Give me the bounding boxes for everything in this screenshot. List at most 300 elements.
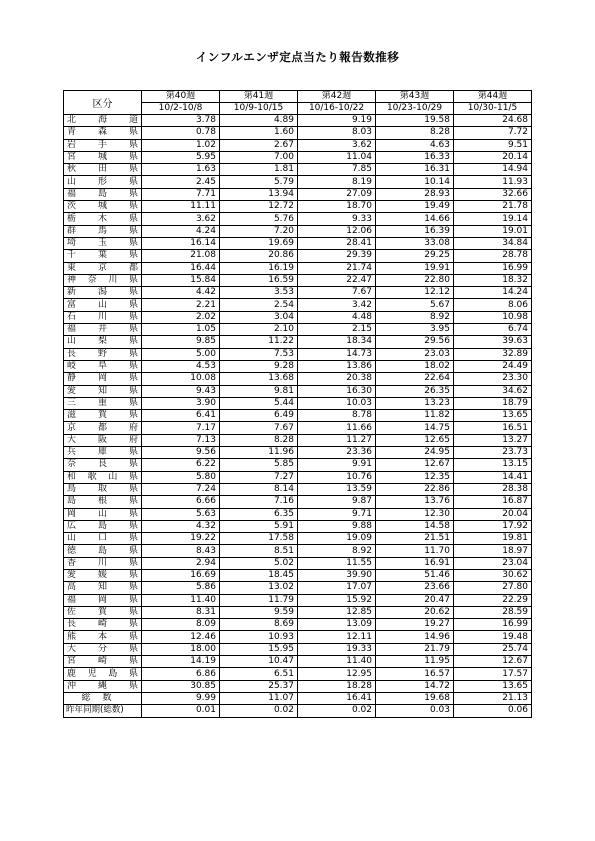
table-body	[64, 115, 532, 718]
table-cell: 2.94	[142, 557, 220, 569]
table-cell: 28.38	[454, 483, 532, 495]
table-row	[64, 508, 532, 520]
table-cell: 28.41	[298, 237, 376, 249]
table-cell: 6.35	[220, 508, 298, 520]
table-cell: 9.59	[220, 606, 298, 618]
table-cell: 14.19	[142, 656, 220, 668]
row-label: 栃木県	[64, 213, 142, 225]
prev-year-row	[64, 705, 532, 717]
table-cell: 19.48	[454, 631, 532, 643]
table-cell: 39.90	[298, 569, 376, 581]
table-cell: 12.65	[376, 434, 454, 446]
table-cell: 10.08	[142, 373, 220, 385]
row-label: 北海道	[64, 115, 142, 127]
table-row	[64, 643, 532, 655]
table-cell: 6.66	[142, 496, 220, 508]
table-cell: 0.02	[298, 705, 376, 717]
table-cell: 32.89	[454, 348, 532, 360]
table-cell: 20.86	[220, 250, 298, 262]
table-cell: 34.84	[454, 237, 532, 249]
row-label: 奈良県	[64, 459, 142, 471]
table-cell: 7.24	[142, 483, 220, 495]
table-cell: 19.49	[376, 201, 454, 213]
table-cell: 18.28	[298, 680, 376, 692]
table-cell: 4.24	[142, 225, 220, 237]
table-cell: 14.96	[376, 631, 454, 643]
table-cell: 2.45	[142, 176, 220, 188]
table-cell: 9.43	[142, 385, 220, 397]
row-label: 石川県	[64, 311, 142, 323]
table-cell: 6.86	[142, 668, 220, 680]
table-cell: 12.35	[376, 471, 454, 483]
table-cell: 5.02	[220, 557, 298, 569]
table-cell: 11.96	[220, 447, 298, 459]
table-cell: 14.58	[376, 520, 454, 532]
table-cell: 1.63	[142, 164, 220, 176]
table-cell: 16.31	[376, 164, 454, 176]
table-cell: 3.62	[142, 213, 220, 225]
table-cell: 11.22	[220, 336, 298, 348]
table-row	[64, 557, 532, 569]
table-cell: 4.63	[376, 139, 454, 151]
row-label: 岡山県	[64, 508, 142, 520]
table-cell: 13.65	[454, 680, 532, 692]
table-cell: 11.82	[376, 410, 454, 422]
table-cell: 8.09	[142, 619, 220, 631]
table-cell: 23.66	[376, 582, 454, 594]
table-cell: 11.93	[454, 176, 532, 188]
table-cell: 18.70	[298, 201, 376, 213]
table-cell: 19.91	[376, 262, 454, 274]
table-cell: 51.46	[376, 569, 454, 581]
row-label: 神奈川県	[64, 274, 142, 286]
table-row	[64, 680, 532, 692]
table-cell: 20.38	[298, 373, 376, 385]
table-cell: 34.62	[454, 385, 532, 397]
table-cell: 28.93	[376, 188, 454, 200]
table-cell: 1.02	[142, 139, 220, 151]
row-label: 和歌山県	[64, 471, 142, 483]
table-cell: 11.66	[298, 422, 376, 434]
table-cell: 8.51	[220, 545, 298, 557]
table-row	[64, 496, 532, 508]
table-cell: 16.41	[298, 692, 376, 704]
table-cell: 21.79	[376, 643, 454, 655]
table-cell: 5.67	[376, 299, 454, 311]
table-cell: 12.06	[298, 225, 376, 237]
row-label: 三重県	[64, 397, 142, 409]
table-cell: 13.76	[376, 496, 454, 508]
row-label: 群馬県	[64, 225, 142, 237]
table-cell: 21.13	[454, 692, 532, 704]
row-label: 京都府	[64, 422, 142, 434]
table-cell: 7.20	[220, 225, 298, 237]
table-row	[64, 447, 532, 459]
table-cell: 9.91	[298, 459, 376, 471]
table-cell: 7.85	[298, 164, 376, 176]
table-cell: 18.02	[376, 360, 454, 372]
table-cell: 7.67	[298, 287, 376, 299]
row-label: 昨年同期(総数)	[64, 705, 142, 717]
table-cell: 6.22	[142, 459, 220, 471]
table-row	[64, 360, 532, 372]
table-cell: 12.67	[376, 459, 454, 471]
table-cell: 6.51	[220, 668, 298, 680]
table-row	[64, 422, 532, 434]
table-cell: 1.81	[220, 164, 298, 176]
table-cell: 8.28	[220, 434, 298, 446]
row-label: 愛媛県	[64, 569, 142, 581]
table-cell: 11.11	[142, 201, 220, 213]
table-row	[64, 582, 532, 594]
table-cell: 5.91	[220, 520, 298, 532]
table-cell: 5.00	[142, 348, 220, 360]
table-cell: 19.27	[376, 619, 454, 631]
table-cell: 16.57	[376, 668, 454, 680]
table-cell: 6.74	[454, 324, 532, 336]
table-cell: 16.39	[376, 225, 454, 237]
table-cell: 23.30	[454, 373, 532, 385]
row-label: 徳島県	[64, 545, 142, 557]
table-cell: 7.71	[142, 188, 220, 200]
table-row	[64, 533, 532, 545]
table-cell: 4.53	[142, 360, 220, 372]
row-label: 千葉県	[64, 250, 142, 262]
row-label: 福島県	[64, 188, 142, 200]
week-range: 10/30-11/5	[467, 103, 518, 113]
table-row	[64, 201, 532, 213]
table-row	[64, 594, 532, 606]
row-label: 広島県	[64, 520, 142, 532]
row-label: 茨城県	[64, 201, 142, 213]
table-row	[64, 127, 532, 139]
row-label: 福井県	[64, 324, 142, 336]
row-label: 秋田県	[64, 164, 142, 176]
row-label: 大阪府	[64, 434, 142, 446]
table-cell: 10.47	[220, 656, 298, 668]
table-cell: 8.28	[376, 127, 454, 139]
row-label: 新潟県	[64, 287, 142, 299]
table-cell: 11.40	[142, 594, 220, 606]
row-label: 山形県	[64, 176, 142, 188]
table-cell: 27.80	[454, 582, 532, 594]
row-label: 島根県	[64, 496, 142, 508]
row-label: 滋賀県	[64, 410, 142, 422]
table-cell: 8.78	[298, 410, 376, 422]
table-row	[64, 262, 532, 274]
table-cell: 0.01	[142, 705, 220, 717]
table-cell: 20.62	[376, 606, 454, 618]
row-label: 香川県	[64, 557, 142, 569]
table-row	[64, 287, 532, 299]
table-cell: 11.55	[298, 557, 376, 569]
row-label: 福岡県	[64, 594, 142, 606]
table-cell: 18.00	[142, 643, 220, 655]
table-cell: 15.92	[298, 594, 376, 606]
week-header	[142, 91, 220, 115]
table-cell: 12.30	[376, 508, 454, 520]
table-cell: 11.04	[298, 151, 376, 163]
table-cell: 9.87	[298, 496, 376, 508]
table-cell: 23.73	[454, 447, 532, 459]
table-cell: 24.68	[454, 115, 532, 127]
table-cell: 22.29	[454, 594, 532, 606]
table-cell: 17.07	[298, 582, 376, 594]
table-cell: 9.71	[298, 508, 376, 520]
table-row	[64, 668, 532, 680]
table-cell: 14.94	[454, 164, 532, 176]
table-cell: 13.02	[220, 582, 298, 594]
table-cell: 15.84	[142, 274, 220, 286]
table-cell: 12.12	[376, 287, 454, 299]
table-cell: 10.93	[220, 631, 298, 643]
table-cell: 17.92	[454, 520, 532, 532]
table-cell: 23.03	[376, 348, 454, 360]
table-cell: 13.86	[298, 360, 376, 372]
table-cell: 22.86	[376, 483, 454, 495]
table-cell: 16.99	[454, 262, 532, 274]
table-row	[64, 520, 532, 532]
table-cell: 0.03	[376, 705, 454, 717]
table-cell: 18.97	[454, 545, 532, 557]
table-cell: 13.15	[454, 459, 532, 471]
table-cell: 2.54	[220, 299, 298, 311]
table-cell: 3.90	[142, 397, 220, 409]
total-row	[64, 692, 532, 704]
table-cell: 18.32	[454, 274, 532, 286]
table-cell: 7.67	[220, 422, 298, 434]
table-row	[64, 348, 532, 360]
table-cell: 7.00	[220, 151, 298, 163]
table-cell: 9.56	[142, 447, 220, 459]
table-cell: 11.70	[376, 545, 454, 557]
table-cell: 21.51	[376, 533, 454, 545]
table-cell: 8.43	[142, 545, 220, 557]
table-cell: 24.49	[454, 360, 532, 372]
table-cell: 13.94	[220, 188, 298, 200]
table-cell: 13.27	[454, 434, 532, 446]
table-row	[64, 225, 532, 237]
table-cell: 26.35	[376, 385, 454, 397]
table-cell: 19.33	[298, 643, 376, 655]
table-cell: 14.73	[298, 348, 376, 360]
table-cell: 16.14	[142, 237, 220, 249]
row-label: 大分県	[64, 643, 142, 655]
table-row	[64, 188, 532, 200]
row-label: 長野県	[64, 348, 142, 360]
row-label: 東京都	[64, 262, 142, 274]
table-cell: 28.78	[454, 250, 532, 262]
table-cell: 19.69	[220, 237, 298, 249]
table-cell: 33.08	[376, 237, 454, 249]
table-cell: 3.04	[220, 311, 298, 323]
row-label: 宮崎県	[64, 656, 142, 668]
table-cell: 32.66	[454, 188, 532, 200]
table-cell: 4.48	[298, 311, 376, 323]
table-cell: 10.14	[376, 176, 454, 188]
week-label: 第44週	[454, 91, 531, 103]
table-cell: 7.17	[142, 422, 220, 434]
table-cell: 29.39	[298, 250, 376, 262]
week-header	[298, 91, 376, 115]
table-cell: 21.78	[454, 201, 532, 213]
table-cell: 23.36	[298, 447, 376, 459]
table-cell: 19.09	[298, 533, 376, 545]
week-label: 第42週	[298, 91, 375, 103]
table-cell: 8.69	[220, 619, 298, 631]
table-cell: 16.51	[454, 422, 532, 434]
table-cell: 16.87	[454, 496, 532, 508]
table-cell: 19.68	[376, 692, 454, 704]
table-row	[64, 250, 532, 262]
table-row	[64, 151, 532, 163]
table-cell: 7.27	[220, 471, 298, 483]
week-header	[376, 91, 454, 115]
table-cell: 20.14	[454, 151, 532, 163]
table-cell: 0.02	[220, 705, 298, 717]
table-cell: 11.27	[298, 434, 376, 446]
table-cell: 29.56	[376, 336, 454, 348]
row-label: 長崎県	[64, 619, 142, 631]
table-cell: 19.01	[454, 225, 532, 237]
table-cell: 8.92	[298, 545, 376, 557]
table-row	[64, 483, 532, 495]
table-cell: 19.22	[142, 533, 220, 545]
table-cell: 27.09	[298, 188, 376, 200]
row-label: 山口県	[64, 533, 142, 545]
week-label: 第40週	[142, 91, 219, 103]
row-label: 宮城県	[64, 151, 142, 163]
table-cell: 25.74	[454, 643, 532, 655]
week-range: 10/9-10/15	[233, 103, 284, 113]
table-cell: 2.02	[142, 311, 220, 323]
table-cell: 1.60	[220, 127, 298, 139]
row-label: 山梨県	[64, 336, 142, 348]
table-cell: 2.15	[298, 324, 376, 336]
week-range: 10/23-10/29	[386, 103, 443, 113]
row-label: 熊本県	[64, 631, 142, 643]
table-cell: 24.95	[376, 447, 454, 459]
table-cell: 14.24	[454, 287, 532, 299]
table-cell: 4.32	[142, 520, 220, 532]
table-cell: 5.63	[142, 508, 220, 520]
table-cell: 7.16	[220, 496, 298, 508]
table-cell: 5.44	[220, 397, 298, 409]
table-cell: 15.95	[220, 643, 298, 655]
table-cell: 14.41	[454, 471, 532, 483]
table-cell: 6.49	[220, 410, 298, 422]
table-cell: 17.57	[454, 668, 532, 680]
table-cell: 14.75	[376, 422, 454, 434]
table-row	[64, 569, 532, 581]
table-cell: 8.14	[220, 483, 298, 495]
table-cell: 8.06	[454, 299, 532, 311]
week-range: 10/2-10/8	[158, 103, 203, 113]
table-cell: 8.31	[142, 606, 220, 618]
kubun-header: 区分	[64, 91, 142, 115]
table-cell: 17.58	[220, 533, 298, 545]
table-cell: 12.11	[298, 631, 376, 643]
table-cell: 3.95	[376, 324, 454, 336]
table-cell: 9.85	[142, 336, 220, 348]
table-cell: 5.76	[220, 213, 298, 225]
table-cell: 16.19	[220, 262, 298, 274]
table-cell: 12.85	[298, 606, 376, 618]
table-cell: 30.62	[454, 569, 532, 581]
table-cell: 16.59	[220, 274, 298, 286]
table-cell: 13.09	[298, 619, 376, 631]
table-row	[64, 324, 532, 336]
influenza-report-table	[63, 90, 532, 718]
row-label: 埼玉県	[64, 237, 142, 249]
table-cell: 23.04	[454, 557, 532, 569]
table-row	[64, 459, 532, 471]
table-cell: 2.10	[220, 324, 298, 336]
table-cell: 16.69	[142, 569, 220, 581]
table-cell: 11.79	[220, 594, 298, 606]
table-cell: 13.59	[298, 483, 376, 495]
table-cell: 16.33	[376, 151, 454, 163]
table-cell: 6.41	[142, 410, 220, 422]
table-cell: 2.67	[220, 139, 298, 151]
table-cell: 8.19	[298, 176, 376, 188]
table-row	[64, 164, 532, 176]
row-label: 愛知県	[64, 385, 142, 397]
table-cell: 22.80	[376, 274, 454, 286]
table-cell: 16.30	[298, 385, 376, 397]
table-cell: 12.67	[454, 656, 532, 668]
table-cell: 22.47	[298, 274, 376, 286]
table-cell: 14.66	[376, 213, 454, 225]
table-cell: 14.72	[376, 680, 454, 692]
table-cell: 9.88	[298, 520, 376, 532]
table-cell: 12.46	[142, 631, 220, 643]
table-cell: 5.85	[220, 459, 298, 471]
table-row	[64, 176, 532, 188]
table-row	[64, 274, 532, 286]
table-cell: 9.99	[142, 692, 220, 704]
table-row	[64, 139, 532, 151]
table-cell: 16.91	[376, 557, 454, 569]
table-cell: 5.95	[142, 151, 220, 163]
table-row	[64, 237, 532, 249]
table-cell: 9.51	[454, 139, 532, 151]
table-cell: 9.19	[298, 115, 376, 127]
table-cell: 13.65	[454, 410, 532, 422]
header-row	[64, 91, 532, 115]
table-row	[64, 631, 532, 643]
table-cell: 4.89	[220, 115, 298, 127]
row-label: 岐阜県	[64, 360, 142, 372]
table-cell: 16.99	[454, 619, 532, 631]
table-cell: 12.72	[220, 201, 298, 213]
table-cell: 7.53	[220, 348, 298, 360]
table-cell: 3.42	[298, 299, 376, 311]
table-cell: 9.33	[298, 213, 376, 225]
table-row	[64, 619, 532, 631]
table-row	[64, 545, 532, 557]
table-cell: 21.08	[142, 250, 220, 262]
table-row	[64, 115, 532, 127]
row-label: 静岡県	[64, 373, 142, 385]
week-header	[220, 91, 298, 115]
table-cell: 22.64	[376, 373, 454, 385]
row-label: 鹿児島県	[64, 668, 142, 680]
table-cell: 30.85	[142, 680, 220, 692]
table-cell: 10.98	[454, 311, 532, 323]
table-cell: 10.76	[298, 471, 376, 483]
table-cell: 11.40	[298, 656, 376, 668]
